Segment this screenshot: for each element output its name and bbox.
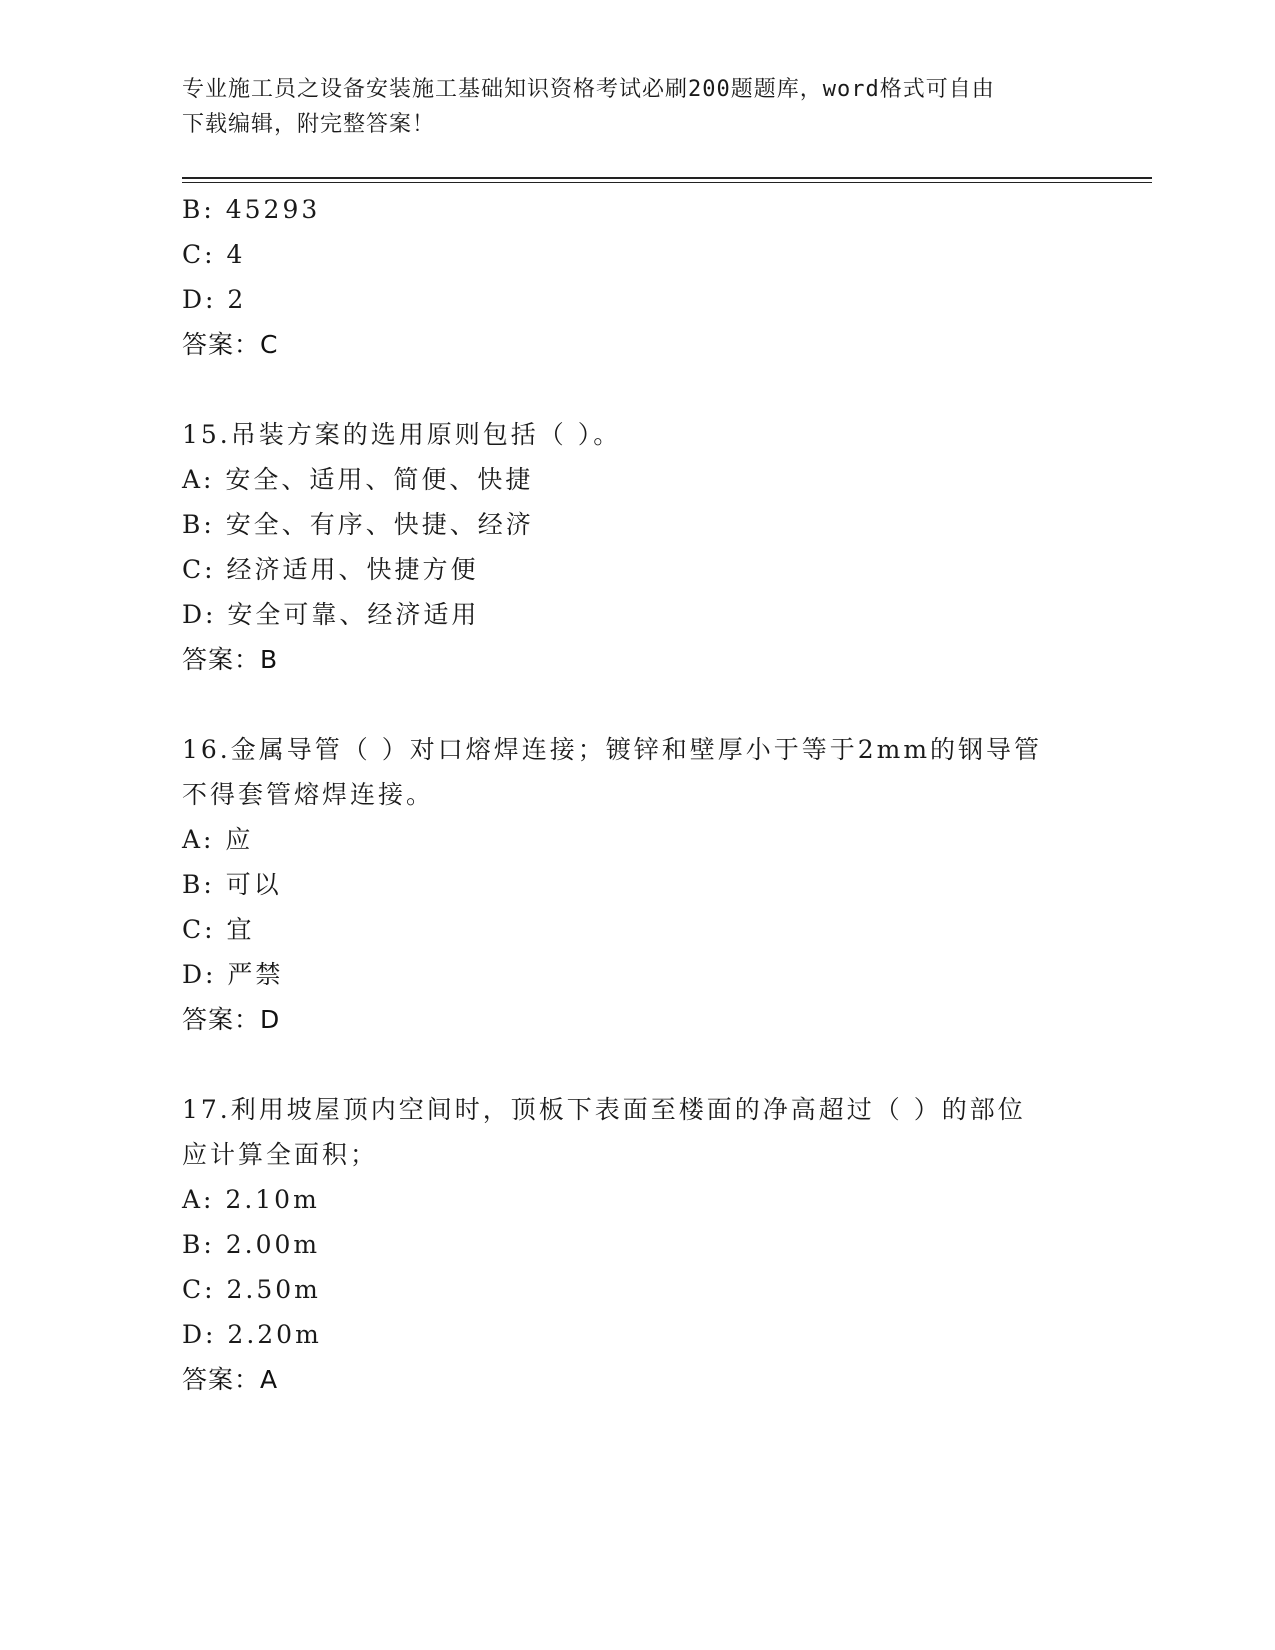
question-stem-line-2: 应计算全面积； [182, 1140, 379, 1169]
option-b: B: 2.00m [182, 1230, 321, 1259]
option-a: A: 安全、适用、简便、快捷 [182, 465, 534, 494]
option-c: C: 2.50m [182, 1275, 321, 1304]
answer: 答案：A [182, 1365, 279, 1394]
header-line-2: 下载编辑，附完整答案！ [182, 112, 436, 137]
option-d: D: 严禁 [182, 960, 284, 989]
option-c: C: 经济适用、快捷方便 [182, 555, 479, 584]
header-line-1: 专业施工员之设备安装施工基础知识资格考试必刷200题题库，word格式可自由 [182, 77, 995, 102]
header-divider-bottom [182, 182, 1152, 183]
question-stem-line-1: 16.金属导管（ ）对口熔焊连接；镀锌和壁厚小于等于2mm的钢导管 [182, 735, 1043, 764]
option-c: C: 宜 [182, 915, 255, 944]
option-d: D: 2.20m [182, 1320, 322, 1349]
option-c: C: 4 [182, 240, 246, 269]
option-b: B: 45293 [182, 195, 321, 224]
option-b: B: 安全、有序、快捷、经济 [182, 510, 534, 539]
question-stem-line-1: 17.利用坡屋顶内空间时，顶板下表面至楼面的净高超过（ ）的部位 [182, 1095, 1026, 1124]
option-a: A: 应 [182, 825, 254, 854]
answer: 答案：B [182, 645, 279, 674]
spacer [182, 1042, 1062, 1087]
question-16 [182, 727, 1062, 1042]
question-stem-line-2: 不得套管熔焊连接。 [182, 780, 435, 809]
question-17 [182, 1087, 1062, 1402]
question-list [182, 187, 1062, 1402]
header-divider-top [182, 177, 1152, 179]
option-d: D: 安全可靠、经济适用 [182, 600, 480, 629]
option-d: D: 2 [182, 285, 247, 314]
question-15 [182, 412, 1062, 682]
spacer [182, 367, 1062, 412]
answer: 答案：D [182, 1005, 281, 1034]
question-stem: 15.吊装方案的选用原则包括（ ）。 [182, 420, 622, 449]
option-a: A: 2.10m [182, 1185, 320, 1214]
spacer [182, 682, 1062, 727]
question-14-continued [182, 187, 1062, 367]
answer: 答案：C [182, 330, 279, 359]
option-b: B: 可以 [182, 870, 282, 899]
document-header [182, 72, 1062, 142]
